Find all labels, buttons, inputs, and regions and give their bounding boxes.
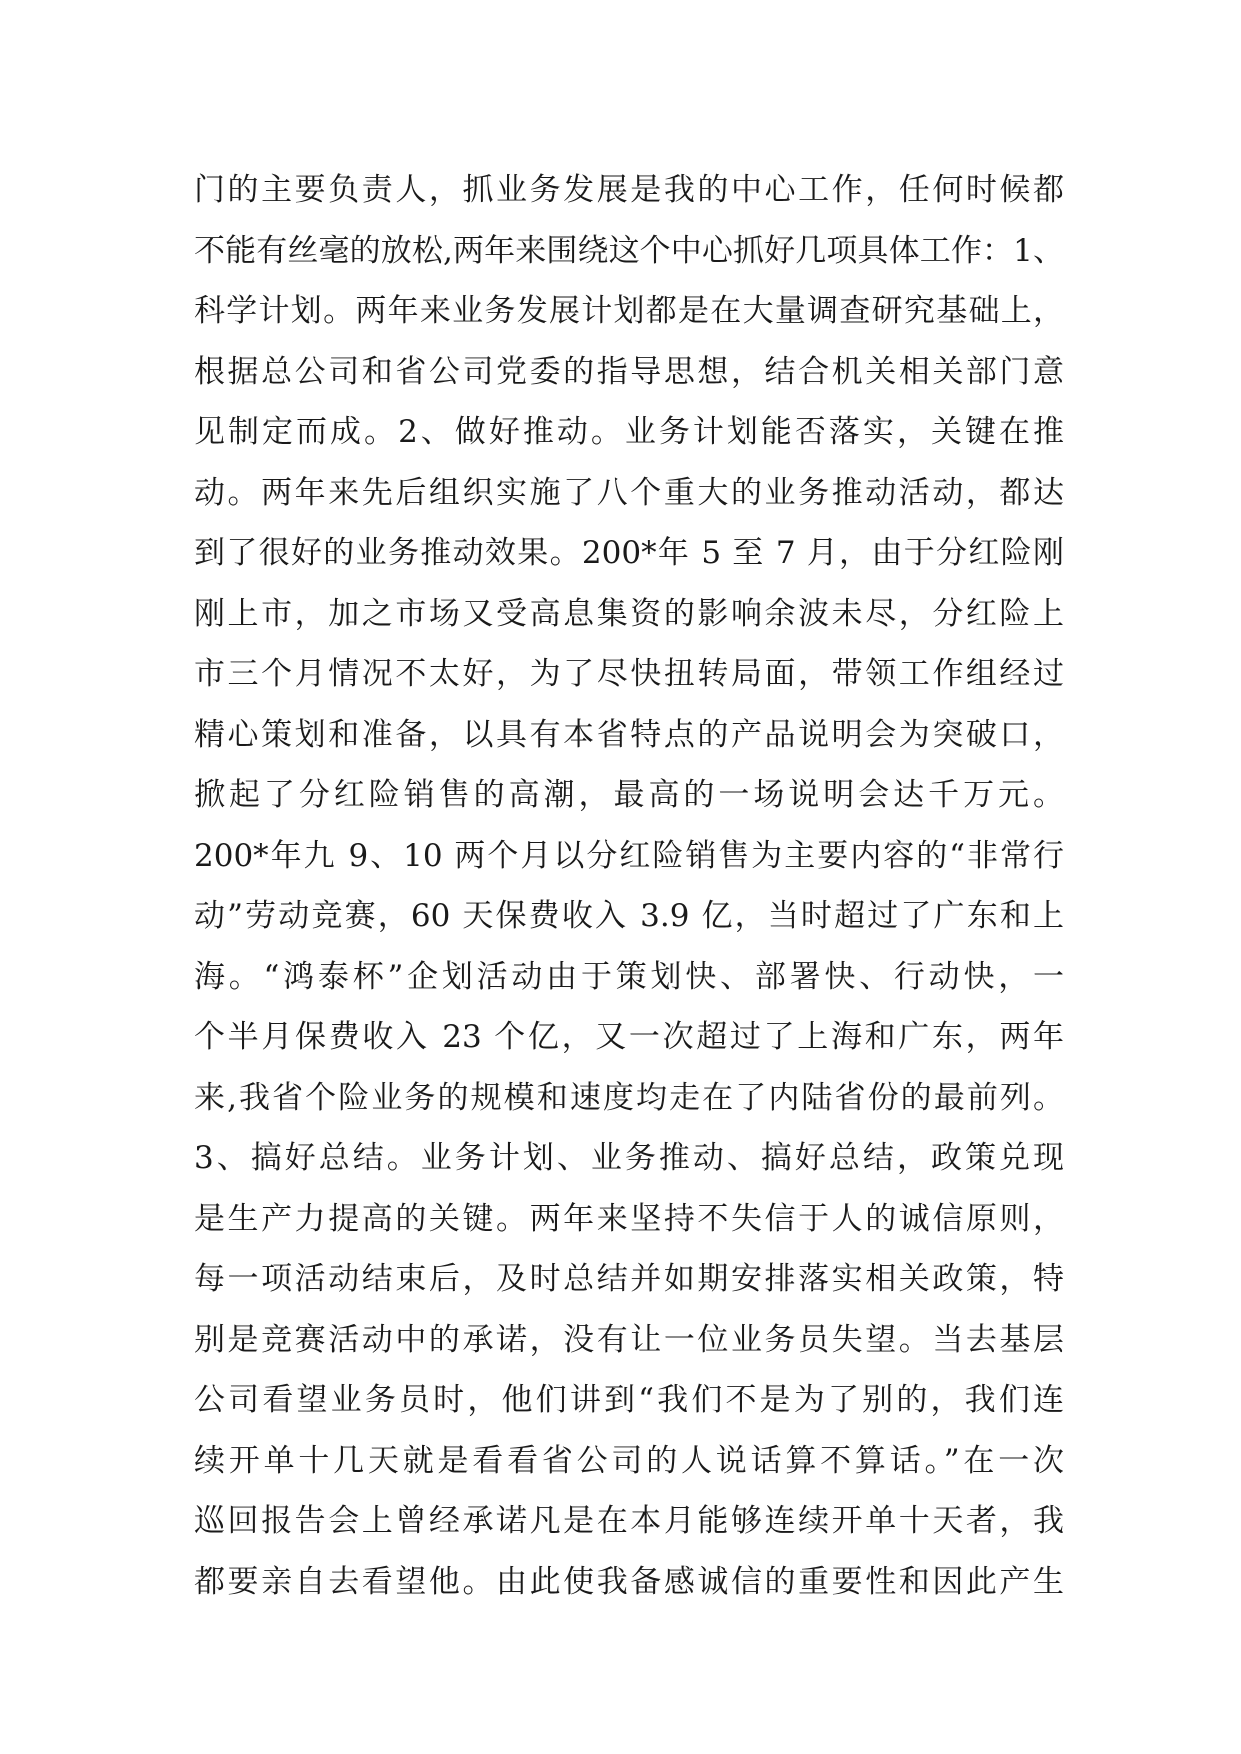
text-line: 门的主要负责人，抓业务发展是我的中心工作，任何时候都 xyxy=(194,172,1064,208)
text-line: 是生产力提高的关键。两年来坚持不失信于人的诚信原则， xyxy=(194,1200,1064,1237)
text-line: 根据总公司和省公司党委的指导思想，结合机关相关部门意 xyxy=(194,353,1064,390)
body-text xyxy=(194,160,1064,1612)
text-line: 见制定而成。2、做好推动。业务计划能否落实，关键在推 xyxy=(194,414,1064,450)
text-line: 科学计划。两年来业务发展计划都是在大量调查研究基础上， xyxy=(194,293,1064,329)
text-line: 精心策划和准备，以具有本省特点的产品说明会为突破口， xyxy=(194,716,1064,753)
text-line: 不能有丝毫的放松,两年来围绕这个中心抓好几项具体工作：1、 xyxy=(194,232,1064,269)
text-line: 别是竞赛活动中的承诺，没有让一位业务员失望。当去基层 xyxy=(194,1321,1064,1358)
text-line: 动”劳动竞赛，60 天保费收入 3.9 亿，当时超过了广东和上 xyxy=(194,898,1064,934)
text-line: 刚上市，加之市场又受高息集资的影响余波未尽，分红险上 xyxy=(194,595,1064,632)
text-line: 3、搞好总结。业务计划、业务推动、搞好总结，政策兑现 xyxy=(194,1140,1064,1176)
text-line: 到了很好的业务推动效果。200*年 5 至 7 月，由于分红险刚 xyxy=(194,535,1064,571)
text-line: 200*年九 9、10 两个月以分红险销售为主要内容的“非常行 xyxy=(194,837,1064,874)
text-line: 动。两年来先后组织实施了八个重大的业务推动活动，都达 xyxy=(194,474,1064,511)
text-line: 公司看望业务员时，他们讲到“我们不是为了别的，我们连 xyxy=(194,1382,1064,1418)
text-line: 来,我省个险业务的规模和速度均走在了内陆省份的最前列。 xyxy=(194,1079,1064,1116)
text-line: 市三个月情况不太好，为了尽快扭转局面，带领工作组经过 xyxy=(194,656,1064,692)
text-line: 每一项活动结束后，及时总结并如期安排落实相关政策，特 xyxy=(194,1261,1064,1297)
text-line: 巡回报告会上曾经承诺凡是在本月能够连续开单十天者，我 xyxy=(194,1503,1064,1539)
text-line: 续开单十几天就是看看省公司的人说话算不算话。”在一次 xyxy=(194,1442,1064,1479)
text-line: 海。“鸿泰杯”企划活动由于策划快、部署快、行动快，一 xyxy=(194,958,1064,995)
text-line: 个半月保费收入 23 个亿，又一次超过了上海和广东，两年 xyxy=(194,1019,1064,1055)
text-line: 掀起了分红险销售的高潮，最高的一场说明会达千万元。 xyxy=(194,777,1064,813)
text-line: 都要亲自去看望他。由此使我备感诚信的重要性和因此产生 xyxy=(194,1563,1064,1600)
